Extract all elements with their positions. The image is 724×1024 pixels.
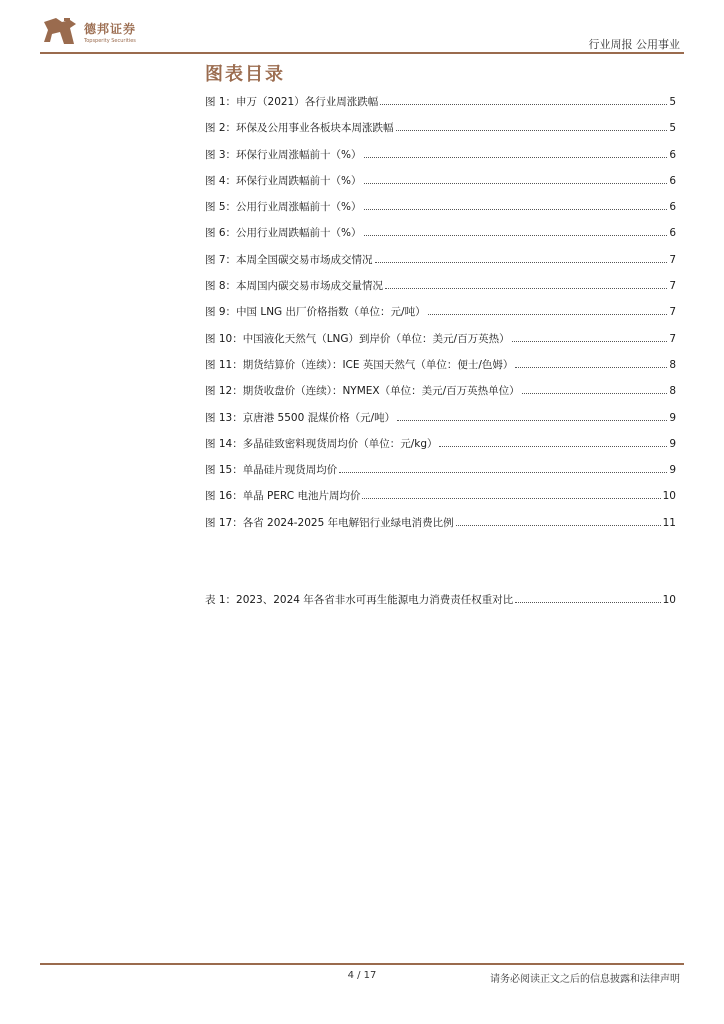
toc-entry[interactable] [205,515,676,541]
leader-dots [439,438,667,447]
leader-dots [380,96,667,105]
toc-entry-page: 11 [662,516,676,529]
toc-entry-label: 图 2：环保及公用事业各板块本周涨跌幅 [205,122,394,135]
toc-entry-label: 图 5：公用行业周涨幅前十（%） [205,201,362,214]
leader-dots [515,359,667,368]
toc-entry-label: 图 12：期货收盘价（连续）：NYMEX（单位：美元/百万英热单位） [205,385,520,398]
toc-entry[interactable] [205,331,676,357]
toc-entry-page: 9 [669,464,676,477]
toc-entry[interactable] [205,488,676,514]
toc-entry-label: 图 9：中国 LNG 出厂价格指数（单位：元/吨） [205,306,426,319]
leader-dots [522,385,668,394]
leader-dots [396,122,668,131]
leader-dots [397,412,667,421]
toc-entry-page: 8 [669,385,676,398]
toc-entry-label: 图 7：本周全国碳交易市场成交情况 [205,253,373,266]
leader-dots [385,280,667,289]
toc-entry-page: 8 [669,358,676,371]
toc-entry[interactable] [205,592,676,618]
header-divider [40,52,684,54]
toc-entry-page: 5 [669,122,676,135]
toc-entry-label: 图 17：各省 2024-2025 年电解铝行业绿电消费比例 [205,516,454,529]
figure-list [205,94,676,541]
toc-entry-label: 图 13：京唐港 5500 混煤价格（元/吨） [205,411,396,424]
toc-entry-label: 图 15：单晶硅片现货周均价 [205,464,338,477]
toc-entry-page: 6 [669,148,676,161]
table-list [205,592,676,618]
brand-logo [40,14,150,50]
toc-entry[interactable] [205,383,676,409]
leader-dots [362,490,660,499]
toc-entry[interactable] [205,278,676,304]
rhino-logo-icon [40,14,80,48]
toc-entry-page: 6 [669,227,676,240]
toc-entry-page: 7 [669,280,676,293]
leader-dots [515,594,660,603]
toc-entry[interactable] [205,462,676,488]
toc-entry-page: 7 [669,306,676,319]
leader-dots [339,464,667,473]
footer-divider [40,963,684,965]
leader-dots [364,175,668,184]
toc-entry-page: 7 [669,253,676,266]
toc-entry[interactable] [205,252,676,278]
leader-dots [364,201,668,210]
toc-entry[interactable] [205,199,676,225]
toc-entry-label: 图 14：多晶硅致密料现货周均价（单位：元/kg） [205,437,438,450]
toc-entry-page: 5 [669,96,676,108]
disclaimer-note: 请务必阅读正文之后的信息披露和法律声明 [490,974,680,985]
toc-entry[interactable] [205,94,676,120]
toc-entry-label: 图 1：申万（2021）各行业周涨跌幅 [205,96,379,108]
leader-dots [364,227,668,236]
leader-dots [364,149,668,158]
toc-title: 图表目录 [205,64,285,85]
toc-entry[interactable] [205,173,676,199]
leader-dots [375,254,668,263]
leader-dots [428,306,668,315]
toc-entry[interactable] [205,225,676,251]
toc-entry[interactable] [205,147,676,173]
toc-entry-label: 图 6：公用行业周跌幅前十（%） [205,227,362,240]
toc-entry-label: 图 3：环保行业周涨幅前十（%） [205,148,362,161]
brand-name-en: Topsperity Securities [84,38,136,44]
toc-entry-page: 6 [669,201,676,214]
toc-entry-label: 图 8：本周国内碳交易市场成交量情况 [205,280,384,293]
toc-entry-page: 10 [662,490,676,503]
toc-entry-page: 10 [662,594,676,606]
toc-entry-label: 图 4：环保行业周跌幅前十（%） [205,174,362,187]
page-number: 4 / 17 [347,970,377,981]
leader-dots [512,333,668,342]
toc-entry[interactable] [205,410,676,436]
toc-entry-page: 6 [669,174,676,187]
toc-entry[interactable] [205,357,676,383]
toc-entry-label: 图 16：单晶 PERC 电池片周均价 [205,490,361,503]
toc-entry[interactable] [205,304,676,330]
toc-entry[interactable] [205,120,676,146]
toc-entry-page: 9 [669,411,676,424]
toc-entry[interactable] [205,436,676,462]
toc-entry-page: 7 [669,332,676,345]
toc-entry-label: 图 10：中国液化天然气（LNG）到岸价（单位：美元/百万英热） [205,332,510,345]
toc-entry-label: 图 11：期货结算价（连续）：ICE 英国天然气（单位：便士/色姆） [205,358,514,371]
toc-entry-label: 表 1：2023、2024 年各省非水可再生能源电力消费责任权重对比 [205,594,514,606]
toc-entry-page: 9 [669,437,676,450]
leader-dots [456,517,661,526]
report-category: 行业周报 公用事业 [588,38,680,51]
brand-name-cn: 德邦证券 [84,22,137,36]
